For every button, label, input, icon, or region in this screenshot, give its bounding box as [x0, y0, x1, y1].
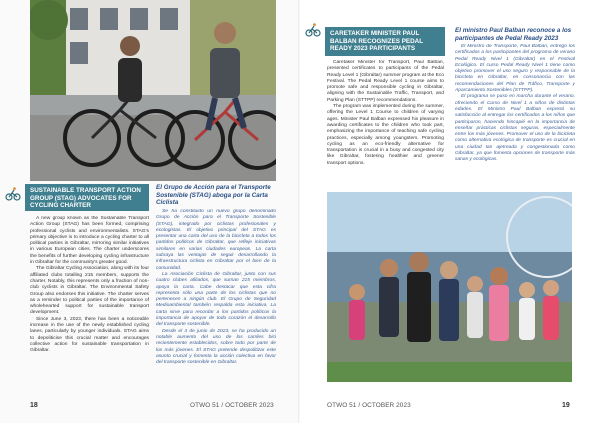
article-heading-es: El Grupo de Acción para el Transporte Sostenible (STAG) aboga por la Carta Ciclista — [156, 184, 271, 207]
page-number: 19 — [562, 402, 570, 409]
issue-footer: OTWO 51 / OCTOBER 2023 — [327, 402, 411, 409]
paragraph: The Gibraltar Cycling Association, along with its four affiliated clubs totalling 215 members, supports the charter. Notably, this represents only a fraction of non-club cyclists in Gibraltar. The Environmental Safety Group also endorses this initiative. The charter serves as a reminder to political parties of the importance of wholehearted support for sustainable transport development. — [30, 266, 149, 316]
article-body-en — [327, 60, 444, 187]
paragraph: Caretaker Minister for Transport, Paul Balban, presented certificates to participants of the Pedal Ready Level 1 (Gibraltar) summer program at the Eco Festival. The Pedal Ready Level 1 course aims to promote safe and responsible cycling in Gibraltar, aligning with the Sustainable Traffic, Transport, and Parking Plan (STTPP) recommendations. — [327, 60, 444, 103]
paragraph: El Ministro de Transporte, Paul Balban, entregó los certificados a los participantes del programa de verano Pedal Ready Nivel 1 (Gibraltar) en el Festival Ecológico. El curso Pedal Ready Nivel 1 tiene como objetivo promover el uso seguro y responsable de la bicicleta en Gibraltar, en consonancia con las recomendaciones del Plan de Tráfico, Transporte y Aparcamiento Sostenibles (STTPP). — [455, 44, 575, 94]
page-number: 18 — [30, 402, 38, 409]
cyclist-icon — [5, 186, 21, 202]
paragraph: El programa se puso en marcha durante el verano, ofreciendo el Curso de Nivel 1 a niños de distintas edades. El Ministro Paul Balban expresó su satisfacción al entregar los certificados a los niños que participaron, haciendo hincapié en la importancia de enseñar prácticas ciclistas seguras, especialmente entre los más jóvenes. Promover el uso de la bicicleta como alternativa ecológica de transporte es crucial en una ciudad tan ajetreada y congestionada como Gibraltar, ya que fomenta opciones de transporte más sanas y ecológicas. — [455, 94, 575, 163]
paragraph: Since June 3, 2023, there has been a noticeable increase in the use of the newly established cycling lanes, particularly by younger individuals. STAG aims to depoliticise this crucial matter and encourages collective action for sustainable transportation in Gibraltar. — [30, 316, 149, 354]
cyclist-icon — [305, 22, 321, 38]
paragraph: Desde el 3 de junio de 2023, se ha producido un notable aumento del uso de los carriles bici recientemente establecidos, sobre todo por parte de los más jóvenes. El STAG pretende despolitizar este asunto crucial y fomenta la acción colectiva en favor del transporte sostenible en Gibraltar. — [156, 328, 276, 366]
article-body-es — [455, 44, 575, 187]
right-page — [300, 0, 600, 423]
article-body-en — [30, 216, 149, 381]
cyclists-photo — [30, 0, 276, 181]
paragraph: Se ha constituido un nuevo grupo denominado Grupo de Acción para el Transporte Sostenible (STAG), integrado por ciclistas profesionales y ecologistas. El objetivo principal del STAG es presentar una carta del uso de la bicicleta a todos los partidos políticos de Gibraltar, que refleje iniciativas similares en varias ciudades europeas. La carta subraya las ventajas de seguir desarrollando la infraestructura ciclista en Gibraltar por el bien de la comunidad. — [156, 209, 276, 271]
issue-footer: OTWO 51 / OCTOBER 2023 — [190, 402, 274, 409]
article-heading-en: CARETAKER MINISTER PAUL BALBAN RECOGNIZES PEDAL READY 2023 PARTICIPANTS — [325, 27, 445, 56]
article-heading-es: El ministro Paul Balban reconoce a los participantes de Pedal Ready 2023 — [455, 27, 572, 42]
article-heading-en: SUSTAINABLE TRANSPORT ACTION GROUP (STAG) ADVOCATES FOR CYCLING CHARTER — [25, 184, 149, 211]
article-body-es — [156, 209, 276, 381]
paragraph: La Asociación Ciclista de Gibraltar, junto con sus cuatro clubes afiliados, que suman 215 miembros, apoya la carta. Cabe destacar que esta cifra representa sólo una parte de los ciclistas que no pertenecen a ningún club. El Grupo de Seguridad Medioambiental también respalda esta iniciativa. La carta sirve para recordar a los partidos políticos la importancia de apoyar de todo corazón el desarrollo del transporte sostenible. — [156, 271, 276, 328]
group-photo — [327, 192, 572, 382]
paragraph: A new group known as the Sustainable Transport Action Group (STAG) has been formed, comprising professional cyclists and environmentalists. STAG's primary objective is to introduce a cycling charter to all political parties in Gibraltar, mirroring similar initiatives in various European cities. The charter underscores the benefits of further developing cycling infrastructure in Gibraltar for the community's greater good. — [30, 216, 149, 266]
paragraph: The program was implemented during the summer, offering the Level 1 Course to children of varying ages. Minister Paul Balban expressed his pleasure in awarding certificates to the children who took part, emphasizing the importance of teaching safe cycling practices, especially among youngsters. Promoting cycling as an eco-friendly alternative for transportation is crucial in a busy and congested city like Gibraltar, fostering healthier and greener transport options. — [327, 104, 444, 166]
